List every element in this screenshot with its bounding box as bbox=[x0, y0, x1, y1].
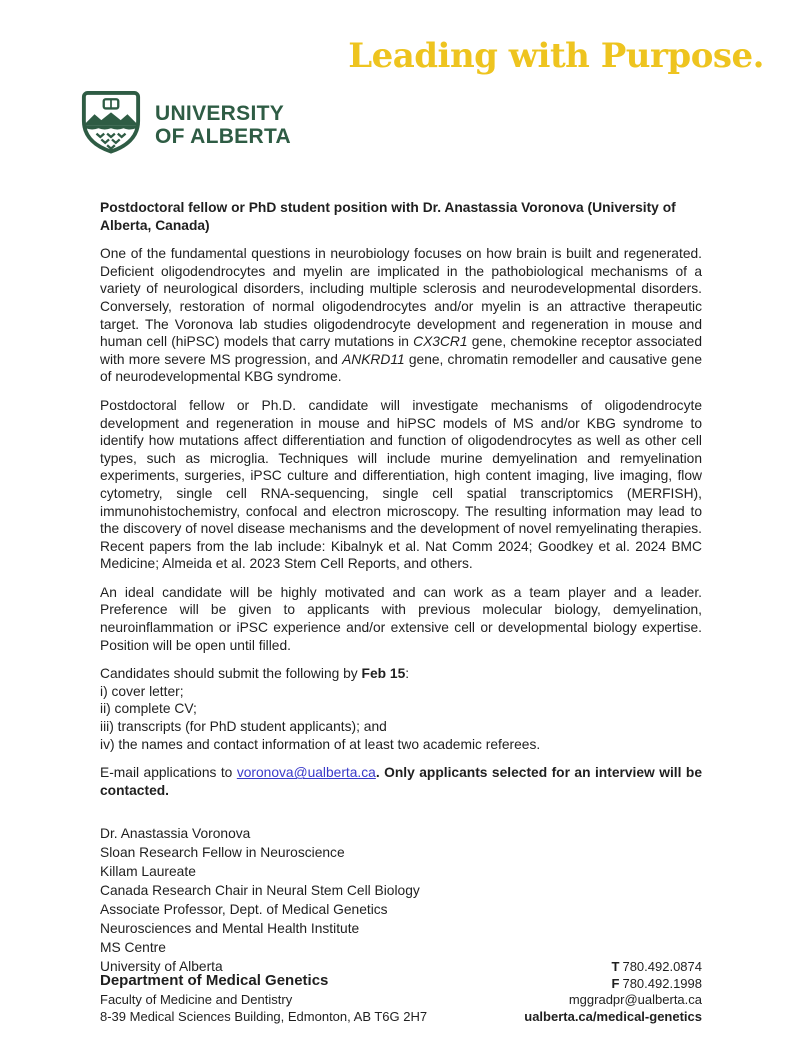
gene-cx3cr1: CX3CR1 bbox=[413, 334, 468, 350]
list-item: i) cover letter; bbox=[100, 683, 184, 699]
university-logo bbox=[80, 90, 800, 159]
gene-ankrd11: ANKRD11 bbox=[342, 351, 405, 367]
paragraph-intro: One of the fundamental questions in neurobiology focuses on how brain is built and regenerated. Deficient oligodendrocytes and myelin are implicated in the pathobiological mechanisms of a variety of neurological disorders, including multiple sclerosis and neurodevelopmental disorders. Conversely, restoration of normal oligodendrocytes and/or myelin is an attractive therapeutic target. The Voronova lab studies oligodendrocyte development and regeneration in mouse and human cell (hiPSC) models that carry mutations in CX3CR1 gene, chemokine receptor associated with more severe MS progression, and ANKRD11 gene, chromatin remodeller and causative gene of neurodevelopmental KBG syndrome. bbox=[100, 246, 702, 385]
footer-address: 8-39 Medical Sciences Building, Edmonton, AB T6G 2H7 bbox=[100, 1008, 428, 1024]
paragraph-email: E-mail applications to voronova@ualberta.ca. Only applicants selected for an interview will be contacted. bbox=[100, 765, 702, 798]
submission-intro: Candidates should submit the following by Feb 15: bbox=[100, 666, 410, 682]
posting-title: Postdoctoral fellow or PhD student position with Dr. Anastassia Voronova (University of Alberta, Canada) bbox=[100, 200, 676, 233]
footer-contact-block bbox=[524, 959, 702, 1025]
list-item: iii) transcripts (for PhD student applicants); and bbox=[100, 719, 387, 735]
university-wordmark-line1: UNIVERSITY bbox=[155, 101, 285, 125]
footer-department: Department of Medical Genetics bbox=[100, 971, 329, 989]
deadline-date: Feb 15 bbox=[361, 666, 406, 682]
university-wordmark-line2: OF ALBERTA bbox=[155, 124, 291, 148]
signature-line: MS Centre bbox=[100, 940, 166, 956]
ualberta-shield-icon bbox=[80, 90, 142, 159]
signature-block bbox=[100, 824, 702, 976]
letterhead-footer bbox=[100, 959, 702, 1025]
interview-notice: . Only applicants selected for an interview will be contacted. bbox=[100, 765, 702, 798]
footer-fax: F 780.492.1998 bbox=[611, 975, 702, 991]
letter-body bbox=[100, 199, 702, 976]
paragraph-intro-text: One of the fundamental questions in neurobiology focuses on how brain is built and regenerated. Deficient oligodendrocytes and myelin are implicated in the pathobiological mechanisms of a variety of neurological disorders, including multiple sclerosis and neurodevelopmental disorders. Conversely, restoration of normal oligodendrocytes and/or myelin is an attractive therapeutic target. The Voronova lab studies oligodendrocyte development and regeneration in mouse and human cell (hiPSC) models that carry mutations in bbox=[100, 246, 702, 350]
paragraph-candidate: An ideal candidate will be highly motivated and can work as a team player and a leader. Preference will be given to applicants with previous molecular biology, demyelination, neuroinflammation or iPSC experience and/or extensive cell or developmental biology expertise. Position will be open until filled. bbox=[100, 584, 702, 653]
list-item: iv) the names and contact information of at least two academic referees. bbox=[100, 736, 541, 752]
signature-line: Canada Research Chair in Neural Stem Cell Biology bbox=[100, 883, 420, 899]
university-wordmark bbox=[155, 102, 291, 148]
application-email-link[interactable]: voronova@ualberta.ca bbox=[236, 765, 376, 781]
signature-line: Sloan Research Fellow in Neuroscience bbox=[100, 845, 345, 861]
signature-name: Dr. Anastassia Voronova bbox=[100, 826, 251, 842]
paragraph-project: Postdoctoral fellow or Ph.D. candidate will investigate mechanisms of oligodendrocyte development and regeneration in mouse and hiPSC models of MS and/or KBG syndrome to identify how mutations affect differentiation and function of oligodendrocytes as well as other cell types, such as microglia. Techniques will include murine demyelination and remyelination experiments, surgeries, iPSC culture and differentiation, high content imaging, live imaging, flow cytometry, single cell RNA-sequencing, single cell spatial transcriptomics (MERFISH), immunohistochemistry, confocal and electron microscopy. The resulting information may lead to the discovery of novel disease mechanisms and the development of novel remyelinating therapies. Recent papers from the lab include: Kibalnyk et al. Nat Comm 2024; Goodkey et al. 2024 BMC Medicine; Almeida et al. 2023 Stem Cell Reports, and others. bbox=[100, 397, 702, 572]
brand-tagline: Leading with Purpose. bbox=[348, 36, 764, 76]
footer-faculty: Faculty of Medicine and Dentistry bbox=[100, 992, 293, 1007]
footer-department-block bbox=[100, 973, 427, 1026]
footer-email: mggradpr@ualberta.ca bbox=[568, 992, 702, 1007]
signature-line: Neurosciences and Mental Health Institute bbox=[100, 921, 360, 937]
signature-line: Associate Professor, Dept. of Medical Genetics bbox=[100, 902, 388, 918]
signature-line: Killam Laureate bbox=[100, 864, 196, 880]
signature-line: University of Alberta bbox=[100, 959, 223, 975]
submission-requirements bbox=[100, 665, 702, 753]
footer-website: ualberta.ca/medical-genetics bbox=[524, 1008, 702, 1024]
footer-phone: T 780.492.0874 bbox=[611, 959, 702, 974]
list-item: ii) complete CV; bbox=[100, 701, 197, 717]
